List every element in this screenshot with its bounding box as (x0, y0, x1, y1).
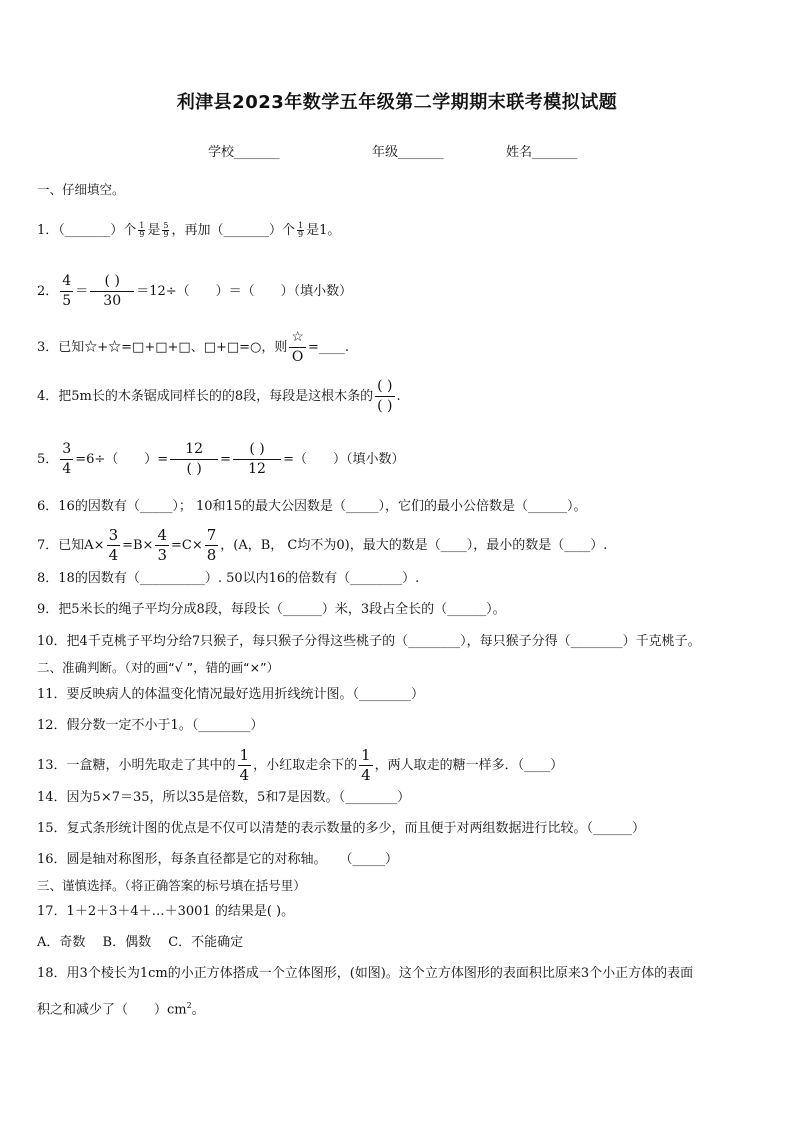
question-7: 7．已知A× $\frac{3}{4}$ =B× $\frac{4}{3}$ =C× $\frac{7}{8}$ ，(A，B， C均不为0)，最大的数是（____），最小的数是（____）. (37, 526, 608, 564)
section-3-heading: 三、谨慎选择。（将正确答案的标号填在括号里） (37, 878, 306, 893)
question-10: 10．把4千克桃子平均分给7只猴子，每只猴子分得这些桃子的（________），每只猴子分得（________）千克桃子。 (37, 634, 701, 649)
question-4: 4．把5m长的木条锯成同样长的的8段，每段是这根木条的 ( ) ( ) . (37, 378, 401, 414)
question-11: 11．要反映病人的体温变化情况最好选用折线统计图。（________） (37, 687, 425, 702)
page-title: 利津县2023年数学五年级第二学期期末联考模拟试题 (176, 92, 618, 113)
school-field: 学校_______ (208, 145, 280, 160)
question-9: 9．把5米长的绳子平均分成8段，每段长（______）米，3段占全长的（______）。 (37, 602, 506, 617)
question-6: 6．16的因数有（_____）； 10和15的最大公因数是（_____），它们的最小公倍数是（______）。 (37, 499, 587, 514)
superscript: 2 (186, 1001, 192, 1010)
question-16: 16．圆是轴对称图形，每条直径都是它的对称轴。 （_____） (37, 852, 399, 867)
section-2-heading: 二、准确判断。（对的画“√ ”，错的画“×”） (37, 660, 280, 675)
question-1: 1．（_______）个 $\frac{1}{9}$ 是 $\frac{5}{9}$ ，再加（_______）个 $\frac{1}{9}$ 是1。 (37, 221, 341, 239)
question-18-continued: 积之和减少了（ ）$cm^2$。 (37, 1001, 205, 1018)
grade-field: 年级_______ (372, 145, 444, 160)
section-1-heading: 一、仔细填空。 (37, 182, 125, 197)
question-17: 17．1＋2＋3＋4＋…＋3001 的结果是( )。 (37, 904, 295, 919)
question-12: 12．假分数一定不小于1。（________） (37, 718, 264, 733)
question-15: 15．复式条形统计图的优点是不仅可以清楚的表示数量的多少，而且便于对两组数据进行比较。（______） (37, 821, 646, 836)
question-17-options: A．奇数 B．偶数 C．不能确定 (37, 935, 244, 950)
question-8: 8．18的因数有（__________）. 50以内16的倍数有（________）. (37, 571, 420, 586)
name-field: 姓名_______ (506, 145, 578, 160)
question-18: 18．用3个棱长为1cm的小正方体搭成一个立体图形，(如图)。这个立方体图形的表面积比原来3个小正方体的表面 (37, 966, 694, 981)
question-3: 3．已知☆+☆=□+□+□、□+□=○，则 ☆ O =____. (37, 329, 349, 365)
question-13: 13．一盒糖，小明先取走了其中的 $\frac{1}{4}$ ，小红取走余下的 $\frac{1}{4}$ ，两人取走的糖一样多．（____） (37, 746, 564, 784)
question-5: 5． $\frac{3}{4}$ =6÷（ ）= 12 ( ) = ( ) 12 =（ ）（填小数） (37, 441, 405, 477)
question-14: 14．因为5×7＝35，所以35是倍数，5和7是因数。（________） (37, 790, 411, 805)
question-2: 2． $\frac{4}{5}$ ＝ ( ) 30 ＝12÷（ ）＝（ ）（填小数） (37, 273, 353, 309)
